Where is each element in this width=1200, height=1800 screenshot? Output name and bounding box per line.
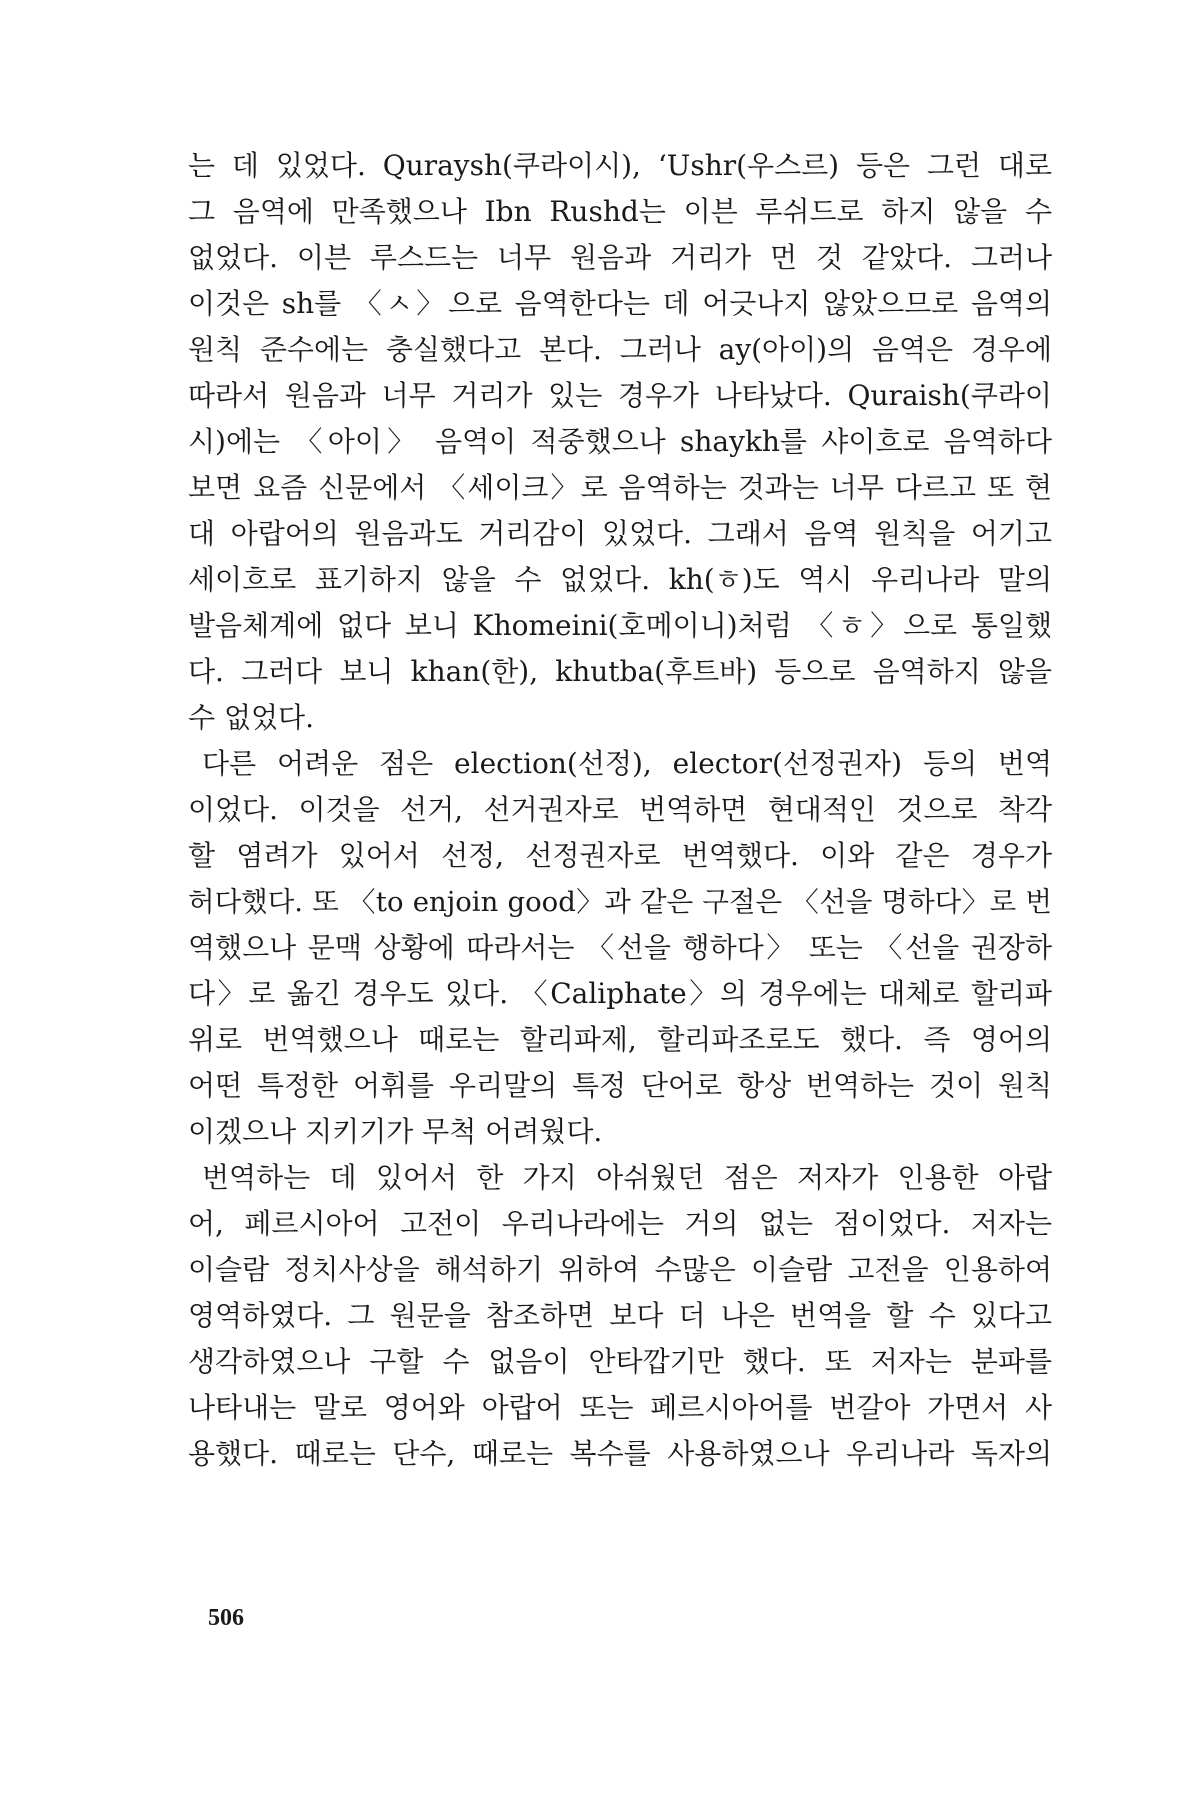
body-text — [188, 143, 1052, 1477]
paragraph — [188, 741, 1052, 1155]
text-line: 시)에는 〈아이〉 음역이 적중했으나 shaykh를 샤이흐로 음역하다 — [188, 425, 1052, 458]
text-line: 다〉로 옮긴 경우도 있다. 〈Caliphate〉의 경우에는 대체로 할리파 — [188, 977, 1052, 1010]
text-line: 따라서 원음과 너무 거리가 있는 경우가 나타났다. Quraish(쿠라이 — [188, 379, 1052, 412]
paragraph — [188, 143, 1052, 741]
text-line: 영역하였다. 그 원문을 참조하면 보다 더 나은 번역을 할 수 있다고 — [188, 1299, 1052, 1332]
text-line: 수 없었다. — [188, 701, 314, 734]
text-line: 용했다. 때로는 단수, 때로는 복수를 사용하였으나 우리나라 독자의 — [188, 1437, 1052, 1470]
text-line: 이었다. 이것을 선거, 선거권자로 번역하면 현대적인 것으로 착각 — [188, 793, 1052, 826]
text-line: 다른 어려운 점은 election(선정), elector(선정권자) 등의 번역 — [202, 747, 1052, 780]
text-line: 어떤 특정한 어휘를 우리말의 특정 단어로 항상 번역하는 것이 원칙 — [188, 1069, 1052, 1102]
text-line: 위로 번역했으나 때로는 할리파제, 할리파조로도 했다. 즉 영어의 — [188, 1023, 1052, 1056]
text-line: 나타내는 말로 영어와 아랍어 또는 페르시아어를 번갈아 가면서 사 — [188, 1391, 1052, 1424]
text-line: 이것은 sh를 〈ㅅ〉으로 음역한다는 데 어긋나지 않았으므로 음역의 — [188, 287, 1052, 320]
text-line: 그 음역에 만족했으나 Ibn Rushd는 이븐 루쉬드로 하지 않을 수 — [188, 195, 1052, 228]
text-line: 허다했다. 또 〈to enjoin good〉과 같은 구절은 〈선을 명하다〉로 번 — [188, 886, 1052, 918]
paragraph — [188, 1155, 1052, 1477]
text-line: 세이흐로 표기하지 않을 수 없었다. kh(ㅎ)도 역시 우리나라 말의 — [188, 563, 1052, 596]
text-line: 발음체계에 없다 보니 Khomeini(호메이니)처럼 〈ㅎ〉으로 통일했 — [188, 609, 1052, 642]
text-line: 할 염려가 있어서 선정, 선정권자로 번역했다. 이와 같은 경우가 — [188, 839, 1052, 872]
text-line: 대 아랍어의 원음과도 거리감이 있었다. 그래서 음역 원칙을 어기고 — [188, 517, 1052, 550]
page-number: 506 — [208, 1605, 244, 1631]
text-line: 다. 그러다 보니 khan(한), khutba(후트바) 등으로 음역하지 않을 — [188, 655, 1052, 688]
text-line: 보면 요즘 신문에서 〈세이크〉로 음역하는 것과는 너무 다르고 또 현 — [188, 471, 1052, 504]
text-line: 이겠으나 지키기가 무척 어려웠다. — [188, 1115, 603, 1148]
text-line: 역했으나 문맥 상황에 따라서는 〈선을 행하다〉 또는 〈선을 권장하 — [188, 931, 1052, 964]
text-line: 생각하였으나 구할 수 없음이 안타깝기만 했다. 또 저자는 분파를 — [188, 1345, 1052, 1378]
text-line: 이슬람 정치사상을 해석하기 위하여 수많은 이슬람 고전을 인용하여 — [188, 1253, 1052, 1286]
text-line: 없었다. 이븐 루스드는 너무 원음과 거리가 먼 것 같았다. 그러나 — [188, 241, 1052, 274]
text-line: 어, 페르시아어 고전이 우리나라에는 거의 없는 점이었다. 저자는 — [188, 1207, 1052, 1240]
text-line: 원칙 준수에는 충실했다고 본다. 그러나 ay(아이)의 음역은 경우에 — [188, 333, 1052, 366]
text-line: 번역하는 데 있어서 한 가지 아쉬웠던 점은 저자가 인용한 아랍 — [202, 1161, 1052, 1194]
text-line: 는 데 있었다. Quraysh(쿠라이시), ‘Ushr(우스르) 등은 그런 대로 — [188, 149, 1052, 182]
